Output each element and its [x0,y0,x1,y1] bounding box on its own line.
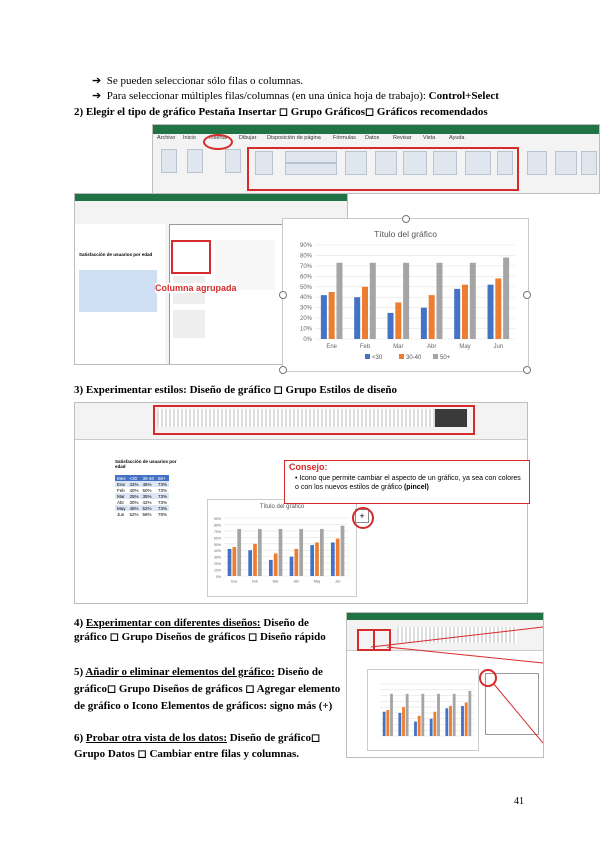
legend-label: 30-40 [406,355,422,361]
bar-<30-Jun [488,285,494,339]
y-tick-label: 90% [299,243,312,249]
y-tick-label: 60% [299,274,312,281]
chart-title: Título del gráfico [374,229,437,239]
legend-swatch [433,354,438,359]
bar-<30-Abr [290,557,294,576]
step-4: 4) Experimentar con diferentes diseños: Diseño de gráfico ◻ Grupo Diseños de gráficos ◻ Diseño rápido [74,617,326,643]
clustered-column-preview [171,240,211,274]
x-tick-label: Ene [231,579,238,584]
legend-swatch [365,354,370,359]
bullet-key: Control+Select [428,90,499,102]
bullet-1: ➔ Se pueden seleccionar sólo filas o columnas. [92,75,304,87]
bar-<30-May [310,545,314,576]
bar-<30-Jun [331,542,335,576]
bar-<30-Ene [321,295,327,339]
y-tick-label: 90% [213,517,221,521]
y-tick-label: 10% [299,326,312,333]
insert-chart-screenshot: Satisfacción de usuarios por edad Columna agrupada [74,193,348,365]
arrow-icon: ➔ [92,75,102,87]
bar-30-40-Ene [329,292,335,339]
x-tick-label: Jun [334,579,341,584]
bar-<30-May [454,289,460,339]
y-tick-label: 30% [213,555,221,560]
small-chart: Título del gráfico 0% 10% 20% 30% 40% 50% 60% 70% 80% 90% Ene Feb Mar Abr May Jun [207,499,357,597]
bar-30-40-May [315,542,319,576]
bar-50+-Mar [279,529,283,576]
consejo-title: Consejo: [289,462,328,472]
arrow-icon: ➔ [92,90,102,102]
legend-label: 50+ [440,355,451,361]
y-tick-label: 20% [213,562,221,567]
y-tick-label: 80% [299,253,312,260]
y-tick-label: 80% [213,523,221,528]
bar-<30-Ene [228,549,232,576]
y-tick-label: 10% [213,568,221,573]
bar-30-40-Ene [232,547,236,576]
bar-<30-Feb [248,550,252,576]
insert-tab-highlight [203,134,233,150]
y-tick-label: 40% [213,549,221,554]
x-tick-label: May [313,579,321,584]
plus-icon[interactable]: + [355,509,369,523]
y-tick-label: 30% [299,305,312,312]
y-tick-label: 70% [299,263,312,270]
bar-50+-Jun [503,258,509,339]
page-number: 41 [514,796,524,807]
step-3-heading: 3) Experimentar estilos: Diseño de gráfico ◻ Grupo Estilos de diseño [74,384,398,396]
bar-<30-Mar [269,560,273,576]
bar-<30-Feb [354,297,360,339]
bar-30-40-Feb [362,287,368,339]
bar-30-40-Abr [294,549,298,576]
brush-icon-highlight [352,507,374,529]
bullet-2: ➔ Para seleccionar múltiples filas/columnas (en una única hoja de trabajo): Control+Select [92,90,499,102]
bar-50+-Mar [403,263,409,339]
bar-30-40-Jun [495,278,501,339]
bar-30-40-Abr [429,295,435,339]
bar-50+-Abr [436,263,442,339]
legend-swatch [399,354,404,359]
chart-svg [283,219,528,371]
chart-main [282,218,529,372]
x-tick-label: Mar [393,344,404,350]
consejo-text: • Icono que permite cambiar el aspecto de un gráfico, ya sea con colores o con los nuevos estilos de gráfico (pincel) [295,475,521,491]
x-tick-label: Jun [493,344,504,350]
bar-50+-May [470,263,476,339]
bar-30-40-Mar [395,302,401,339]
bar-50+-Jun [341,526,345,576]
y-tick-label: 0% [215,575,221,579]
legend-label: <30 [372,355,383,361]
columna-agrupada-label: Columna agrupada [155,283,237,293]
y-tick-label: 70% [213,529,221,534]
step-2-heading: 2) Elegir el tipo de gráfico Pestaña Insertar ◻ Grupo Gráficos◻ Gráficos recomendados [74,106,488,118]
bar-50+-Feb [370,263,376,339]
data-table: Mes <30 30-40 50+ Ene 42% 45% 73% Feb 40% 50% 73% Mar 25% 35% 73% Abr 30% 42% 73% May 48% 52% 73% Jun 52% 58% 78% [117,475,168,517]
y-tick-label: 50% [299,284,312,291]
ribbon-screenshot: Archivo Inicio Insertar Dibujar Disposición de página Fórmulas Datos Revisar Vista Ayuda [152,124,600,194]
bar-30-40-Mar [274,553,278,576]
x-tick-label: May [459,344,471,350]
bar-<30-Abr [421,308,427,339]
bar-30-40-Jun [336,539,340,576]
step-5: 5) Añadir o eliminar elementos del gráfico: Diseño de gráfico◻ Grupo Diseños de gráficos ◻ Agregar elemento de gráfico o Icono Elementos de gráficos: signo más (+) [74,666,341,712]
styles-screenshot: Satisfacción de usuarios por edad Mes <30 30-40 50+ Ene 42% 45% 73% Feb 40% 50% 73% Mar 25% 35% 73% Abr 30% 42% 73% May 48% 52% 73% Jun 52% 58% 78% Título del gráfico 0% 10% 20% 30% 40% 50% 60% 70% 80% 90% Ene Feb Mar Abr May Jun + [74,402,528,604]
bar-50+-Ene [336,263,342,339]
bar-30-40-May [462,285,468,339]
x-tick-label: Abr [293,579,300,584]
y-tick-label: 60% [213,536,221,541]
bar-50+-May [320,529,324,576]
x-tick-label: Abr [426,344,437,350]
x-tick-label: Mar [272,579,279,584]
x-tick-label: Ene [326,344,338,350]
x-tick-label: Feb [359,344,371,350]
bar-50+-Ene [237,529,241,576]
y-tick-label: 0% [303,337,312,343]
bar-30-40-Feb [253,544,257,576]
bar-50+-Feb [258,529,262,576]
bar-<30-Mar [388,313,394,339]
y-tick-label: 20% [299,316,312,323]
bar-50+-Abr [299,529,303,576]
elements-screenshot [346,612,544,758]
consejo-callout [284,460,530,504]
y-tick-label: 40% [299,295,312,302]
y-tick-label: 50% [213,542,221,547]
x-tick-label: Feb [251,579,259,584]
step-6: 6) Probar otra vista de los datos: Diseño de gráfico◻ Grupo Datos ◻ Cambiar entre filas y columnas. [74,732,321,760]
